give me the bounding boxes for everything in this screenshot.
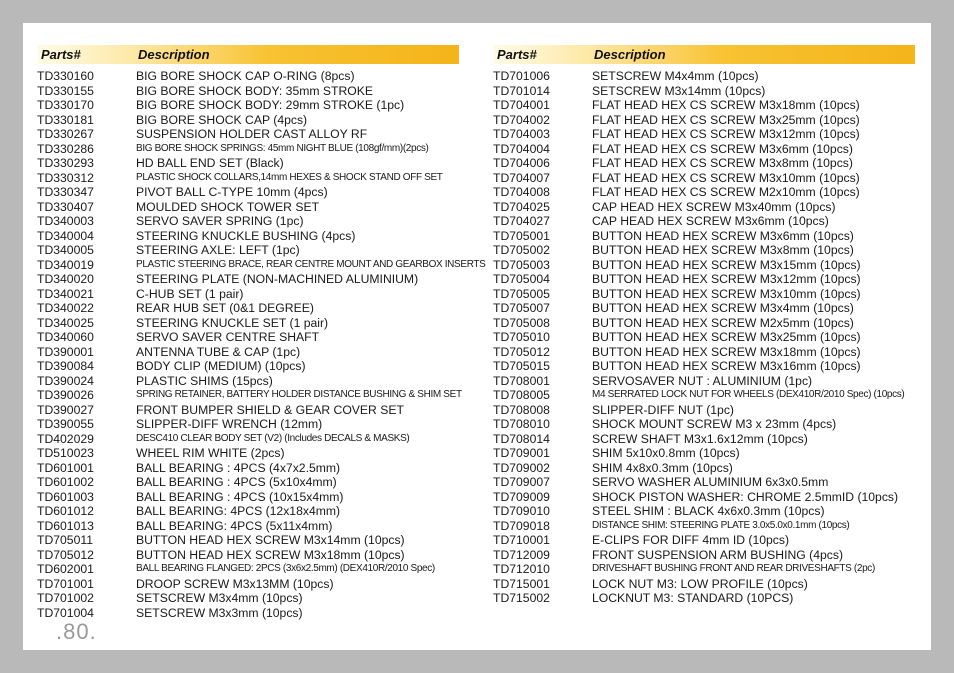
part-number: TD708008 xyxy=(493,402,550,417)
table-row xyxy=(493,214,915,229)
table-row xyxy=(493,446,915,461)
part-description: BUTTON HEAD HEX SCREW M3x6mm (10pcs) xyxy=(592,228,854,243)
part-description: STEERING KNUCKLE BUSHING (4pcs) xyxy=(136,228,356,243)
table-row xyxy=(37,388,462,403)
part-number: TD340022 xyxy=(37,301,94,315)
part-description: ANTENNA TUBE & CAP (1pc) xyxy=(136,344,301,359)
part-number: TD709002 xyxy=(493,460,550,475)
part-description: E-CLIPS FOR DIFF 4mm ID (10pcs) xyxy=(592,533,790,547)
part-number: TD701002 xyxy=(37,591,94,605)
part-description: BIG BORE SHOCK CAP O-RING (8pcs) xyxy=(136,69,355,83)
table-row xyxy=(37,461,459,476)
table-row xyxy=(493,113,915,128)
part-number: TD708010 xyxy=(493,417,550,431)
part-description: CAP HEAD HEX SCREW M3x40mm (10pcs) xyxy=(592,199,836,214)
part-number: TD330347 xyxy=(37,185,94,199)
table-row xyxy=(37,200,459,215)
table-row xyxy=(493,403,915,418)
part-description: DESC410 CLEAR BODY SET (V2) (Includes DECALS & MASKS) xyxy=(136,432,410,444)
part-number: TD712010 xyxy=(493,562,550,576)
part-number: TD712009 xyxy=(493,547,550,562)
table-row xyxy=(37,84,459,99)
table-row xyxy=(37,403,459,418)
part-description: FLAT HEAD HEX CS SCREW M3x6mm (10pcs) xyxy=(592,141,853,156)
table-row xyxy=(493,301,915,316)
part-number: TD709001 xyxy=(493,446,550,460)
part-description: SETSCREW M3x4mm (10pcs) xyxy=(136,591,303,605)
part-number: TD340005 xyxy=(37,243,94,257)
table-row xyxy=(493,533,915,548)
table-row xyxy=(37,127,459,142)
part-description: BUTTON HEAD HEX SCREW M3x12mm (10pcs) xyxy=(592,272,861,286)
table-row xyxy=(37,548,459,563)
table-row xyxy=(37,504,459,519)
table-row xyxy=(493,127,915,142)
part-number: TD340025 xyxy=(37,315,94,330)
table-row xyxy=(493,243,915,258)
table-row xyxy=(37,533,459,548)
header-parts: Parts# xyxy=(41,47,81,62)
table-row xyxy=(493,519,915,534)
part-number: TD704025 xyxy=(493,199,550,214)
table-row xyxy=(37,69,459,84)
part-description: FRONT SUSPENSION ARM BUSHING (4pcs) xyxy=(592,547,844,562)
part-description: BALL BEARING : 4PCS (10x15x4mm) xyxy=(136,489,344,504)
part-description: BUTTON HEAD HEX SCREW M3x16mm (10pcs) xyxy=(592,359,861,373)
table-row xyxy=(493,591,915,606)
part-number: TD340021 xyxy=(37,286,94,301)
part-number: TD340020 xyxy=(37,272,94,286)
part-number: TD330170 xyxy=(37,98,94,112)
table-row xyxy=(493,417,915,432)
table-row xyxy=(37,171,459,186)
table-row xyxy=(37,214,459,229)
part-number: TD705005 xyxy=(493,286,550,301)
part-description: FLAT HEAD HEX CS SCREW M2x10mm (10pcs) xyxy=(592,185,860,199)
table-row xyxy=(493,330,915,345)
part-number: TD340003 xyxy=(37,214,94,228)
part-number: TD330155 xyxy=(37,83,94,98)
table-row xyxy=(37,490,459,505)
table-row xyxy=(493,200,915,215)
part-description: DROOP SCREW M3x13MM (10pcs) xyxy=(136,576,334,591)
part-number: TD704008 xyxy=(493,185,550,199)
part-number: TD402029 xyxy=(37,431,94,446)
part-number: TD601013 xyxy=(37,518,94,533)
column-header-left xyxy=(37,45,459,64)
table-row xyxy=(37,330,459,345)
part-number: TD330312 xyxy=(37,170,94,185)
part-description: SHIM 4x8x0.3mm (10pcs) xyxy=(592,460,733,475)
header-description: Description xyxy=(594,47,666,62)
table-row xyxy=(37,446,459,461)
table-row xyxy=(493,374,915,389)
table-row xyxy=(37,272,459,287)
part-number: TD340060 xyxy=(37,330,94,344)
part-description: FLAT HEAD HEX CS SCREW M3x25mm (10pcs) xyxy=(592,112,860,127)
part-description: BUTTON HEAD HEX SCREW M2x5mm (10pcs) xyxy=(592,315,854,330)
part-number: TD704004 xyxy=(493,141,550,156)
part-number: TD701001 xyxy=(37,576,94,591)
part-number: TD510023 xyxy=(37,446,94,460)
part-description: PLASTIC SHOCK COLLARS,14mm HEXES & SHOCK STAND OFF SET xyxy=(136,171,443,183)
part-number: TD390024 xyxy=(37,373,94,388)
part-description: BIG BORE SHOCK CAP (4pcs) xyxy=(136,112,308,127)
part-number: TD705003 xyxy=(493,257,550,272)
table-row xyxy=(37,257,486,273)
part-description: SHOCK MOUNT SCREW M3 x 23mm (4pcs) xyxy=(592,417,837,431)
catalog-page xyxy=(23,23,931,650)
part-number: TD709009 xyxy=(493,489,550,504)
table-row xyxy=(493,490,915,505)
table-row xyxy=(493,287,915,302)
part-number: TD709007 xyxy=(493,475,550,489)
table-row xyxy=(37,591,459,606)
part-description: LOCKNUT M3: STANDARD (10PCS) xyxy=(592,591,794,605)
part-number: TD390001 xyxy=(37,344,94,359)
table-row xyxy=(493,229,915,244)
part-description: BALL BEARING : 4PCS (5x10x4mm) xyxy=(136,475,337,489)
table-row xyxy=(493,504,915,519)
part-number: TD708014 xyxy=(493,431,550,446)
table-row xyxy=(37,359,459,374)
part-description: SETSCREW M3x3mm (10pcs) xyxy=(136,605,303,620)
part-description: SETSCREW M4x4mm (10pcs) xyxy=(592,69,759,83)
part-description: BIG BORE SHOCK BODY: 35mm STROKE xyxy=(136,83,374,98)
part-number: TD708005 xyxy=(493,388,550,402)
table-row xyxy=(493,156,915,171)
part-number: TD704003 xyxy=(493,127,550,141)
part-description: M4 SERRATED LOCK NUT FOR WHEELS (DEX410R/2010 Spec) (10pcs) xyxy=(592,389,905,400)
table-row xyxy=(37,577,459,592)
parts-column-left xyxy=(37,45,486,620)
part-number: TD704001 xyxy=(493,98,550,112)
table-row xyxy=(37,562,459,577)
table-row xyxy=(37,345,459,360)
part-number: TD330160 xyxy=(37,69,94,83)
part-number: TD340004 xyxy=(37,228,94,243)
part-number: TD705012 xyxy=(37,547,94,562)
part-description: FRONT BUMPER SHIELD & GEAR COVER SET xyxy=(136,402,404,417)
part-description: PLASTIC STEERING BRACE, REAR CENTRE MOUNT AND GEARBOX INSERTS xyxy=(136,258,486,270)
part-description: BALL BEARING : 4PCS (4x7x2.5mm) xyxy=(136,460,341,475)
table-row xyxy=(37,519,459,534)
table-row xyxy=(37,142,459,157)
part-description: SERVO SAVER SPRING (1pc) xyxy=(136,214,304,228)
part-number: TD601002 xyxy=(37,475,94,489)
parts-list-left xyxy=(37,69,486,620)
part-description: STEEL SHIM : BLACK 4x6x0.3mm (10pcs) xyxy=(592,504,825,518)
part-number: TD715001 xyxy=(493,576,550,591)
part-number: TD340019 xyxy=(37,257,94,272)
part-description: SHIM 5x10x0.8mm (10pcs) xyxy=(592,446,740,460)
table-row xyxy=(37,185,459,200)
table-row xyxy=(37,417,459,432)
table-row xyxy=(37,374,459,389)
part-description: BUTTON HEAD HEX SCREW M3x8mm (10pcs) xyxy=(592,243,854,257)
table-row xyxy=(37,301,459,316)
table-row xyxy=(493,84,915,99)
table-row xyxy=(493,98,915,113)
table-row xyxy=(493,272,915,287)
table-row xyxy=(37,98,459,113)
part-number: TD704002 xyxy=(493,112,550,127)
part-number: TD390027 xyxy=(37,402,94,417)
part-description: SPRING RETAINER, BATTERY HOLDER DISTANCE BUSHING & SHIM SET xyxy=(136,389,462,400)
part-number: TD705010 xyxy=(493,330,550,344)
table-row xyxy=(37,432,459,447)
table-row xyxy=(493,316,915,331)
column-header-right xyxy=(493,45,915,64)
part-description: FLAT HEAD HEX CS SCREW M3x12mm (10pcs) xyxy=(592,127,860,141)
part-description: PLASTIC SHIMS (15pcs) xyxy=(136,373,273,388)
part-description: C-HUB SET (1 pair) xyxy=(136,286,244,301)
table-row xyxy=(493,577,915,592)
table-row xyxy=(493,171,915,186)
part-description: BALL BEARING: 4PCS (12x18x4mm) xyxy=(136,504,341,518)
table-row xyxy=(37,156,459,171)
part-description: LOCK NUT M3: LOW PROFILE (10pcs) xyxy=(592,576,808,591)
part-description: FLAT HEAD HEX CS SCREW M3x18mm (10pcs) xyxy=(592,98,860,112)
part-description: SERVOSAVER NUT : ALUMINIUM (1pc) xyxy=(592,373,813,388)
table-row xyxy=(493,359,915,374)
part-description: WHEEL RIM WHITE (2pcs) xyxy=(136,446,285,460)
part-description: DRIVESHAFT BUSHING FRONT AND REAR DRIVESHAFTS (2pc) xyxy=(592,563,875,574)
part-description: CAP HEAD HEX SCREW M3x6mm (10pcs) xyxy=(592,214,829,228)
part-description: STEERING KNUCKLE SET (1 pair) xyxy=(136,315,329,330)
part-number: TD704007 xyxy=(493,170,550,185)
part-number: TD390055 xyxy=(37,417,94,431)
part-description: BUTTON HEAD HEX SCREW M3x18mm (10pcs) xyxy=(136,547,405,562)
part-number: TD601003 xyxy=(37,489,94,504)
part-number: TD705008 xyxy=(493,315,550,330)
part-number: TD701014 xyxy=(493,83,550,98)
table-row xyxy=(37,113,459,128)
part-description: SERVO WASHER ALUMINIUM 6x3x0.5mm xyxy=(592,475,829,489)
part-number: TD330267 xyxy=(37,127,94,141)
table-row xyxy=(37,606,459,621)
table-row xyxy=(37,316,459,331)
part-number: TD705007 xyxy=(493,301,550,315)
table-row xyxy=(493,345,915,360)
part-description: MOULDED SHOCK TOWER SET xyxy=(136,199,320,214)
part-description: SERVO SAVER CENTRE SHAFT xyxy=(136,330,320,344)
table-row xyxy=(493,548,915,563)
part-number: TD330293 xyxy=(37,156,94,170)
part-number: TD330181 xyxy=(37,112,94,127)
part-number: TD601012 xyxy=(37,504,94,518)
table-row xyxy=(493,562,915,577)
part-description: SLIPPER-DIFF WRENCH (12mm) xyxy=(136,417,323,431)
part-number: TD709010 xyxy=(493,504,550,518)
part-number: TD705001 xyxy=(493,228,550,243)
part-description: STEERING AXLE: LEFT (1pc) xyxy=(136,243,300,257)
part-number: TD705012 xyxy=(493,344,550,359)
table-row xyxy=(493,475,915,490)
part-description: REAR HUB SET (0&1 DEGREE) xyxy=(136,301,314,315)
part-description: BUTTON HEAD HEX SCREW M3x10mm (10pcs) xyxy=(592,286,861,301)
part-description: SUSPENSION HOLDER CAST ALLOY RF xyxy=(136,127,368,141)
part-number: TD701004 xyxy=(37,605,94,620)
table-row xyxy=(37,243,459,258)
part-description: BIG BORE SHOCK SPRINGS: 45mm NIGHT BLUE (108gf/mm)(2pcs) xyxy=(136,142,429,154)
part-number: TD705015 xyxy=(493,359,550,373)
part-number: TD602001 xyxy=(37,562,94,576)
part-description: BALL BEARING FLANGED: 2PCS (3x6x2.5mm) (DEX410R/2010 Spec) xyxy=(136,563,435,574)
table-row xyxy=(493,69,915,84)
part-description: SHOCK PISTON WASHER: CHROME 2.5mmID (10pcs) xyxy=(592,489,899,504)
part-description: SCREW SHAFT M3x1.6x12mm (10pcs) xyxy=(592,431,808,446)
part-description: SETSCREW M3x14mm (10pcs) xyxy=(592,83,766,98)
table-row xyxy=(493,258,915,273)
header-parts: Parts# xyxy=(497,47,537,62)
header-description: Description xyxy=(138,47,210,62)
part-description: FLAT HEAD HEX CS SCREW M3x10mm (10pcs) xyxy=(592,170,860,185)
part-number: TD601001 xyxy=(37,460,94,475)
part-description: PIVOT BALL C-TYPE 10mm (4pcs) xyxy=(136,185,328,199)
table-row xyxy=(37,229,459,244)
table-row xyxy=(493,432,915,447)
table-row xyxy=(493,388,915,403)
part-description: BUTTON HEAD HEX SCREW M3x4mm (10pcs) xyxy=(592,301,854,315)
part-description: HD BALL END SET (Black) xyxy=(136,156,284,170)
part-description: BUTTON HEAD HEX SCREW M3x15mm (10pcs) xyxy=(592,257,861,272)
part-description: BUTTON HEAD HEX SCREW M3x25mm (10pcs) xyxy=(592,330,861,344)
part-number: TD708001 xyxy=(493,373,550,388)
part-number: TD715002 xyxy=(493,591,550,605)
part-number: TD330286 xyxy=(37,141,94,156)
part-number: TD330407 xyxy=(37,199,94,214)
page-number: .80. xyxy=(56,619,97,644)
table-row xyxy=(37,475,459,490)
part-description: BUTTON HEAD HEX SCREW M3x18mm (10pcs) xyxy=(592,344,861,359)
part-number: TD705002 xyxy=(493,243,550,257)
table-row xyxy=(493,185,915,200)
part-number: TD705004 xyxy=(493,272,550,286)
part-number: TD710001 xyxy=(493,533,550,547)
part-description: BUTTON HEAD HEX SCREW M3x14mm (10pcs) xyxy=(136,533,405,547)
table-row xyxy=(37,287,459,302)
part-number: TD701006 xyxy=(493,69,550,83)
table-row xyxy=(493,461,915,476)
part-number: TD709018 xyxy=(493,518,550,533)
part-description: SLIPPER-DIFF NUT (1pc) xyxy=(592,402,734,417)
parts-list-right xyxy=(493,69,915,606)
part-number: TD704006 xyxy=(493,156,550,170)
part-number: TD390084 xyxy=(37,359,94,373)
part-description: FLAT HEAD HEX CS SCREW M3x8mm (10pcs) xyxy=(592,156,853,170)
part-description: DISTANCE SHIM: STEERING PLATE 3.0x5.0x0.1mm (10pcs) xyxy=(592,519,850,531)
part-number: TD704027 xyxy=(493,214,550,228)
part-description: BODY CLIP (MEDIUM) (10pcs) xyxy=(136,359,306,373)
part-description: BIG BORE SHOCK BODY: 29mm STROKE (1pc) xyxy=(136,98,405,112)
part-number: TD390026 xyxy=(37,388,94,402)
part-description: STEERING PLATE (NON-MACHINED ALUMINIUM) xyxy=(136,272,419,286)
part-description: BALL BEARING: 4PCS (5x11x4mm) xyxy=(136,518,333,533)
parts-column-right xyxy=(493,45,915,606)
table-row xyxy=(493,142,915,157)
part-number: TD705011 xyxy=(37,533,94,547)
